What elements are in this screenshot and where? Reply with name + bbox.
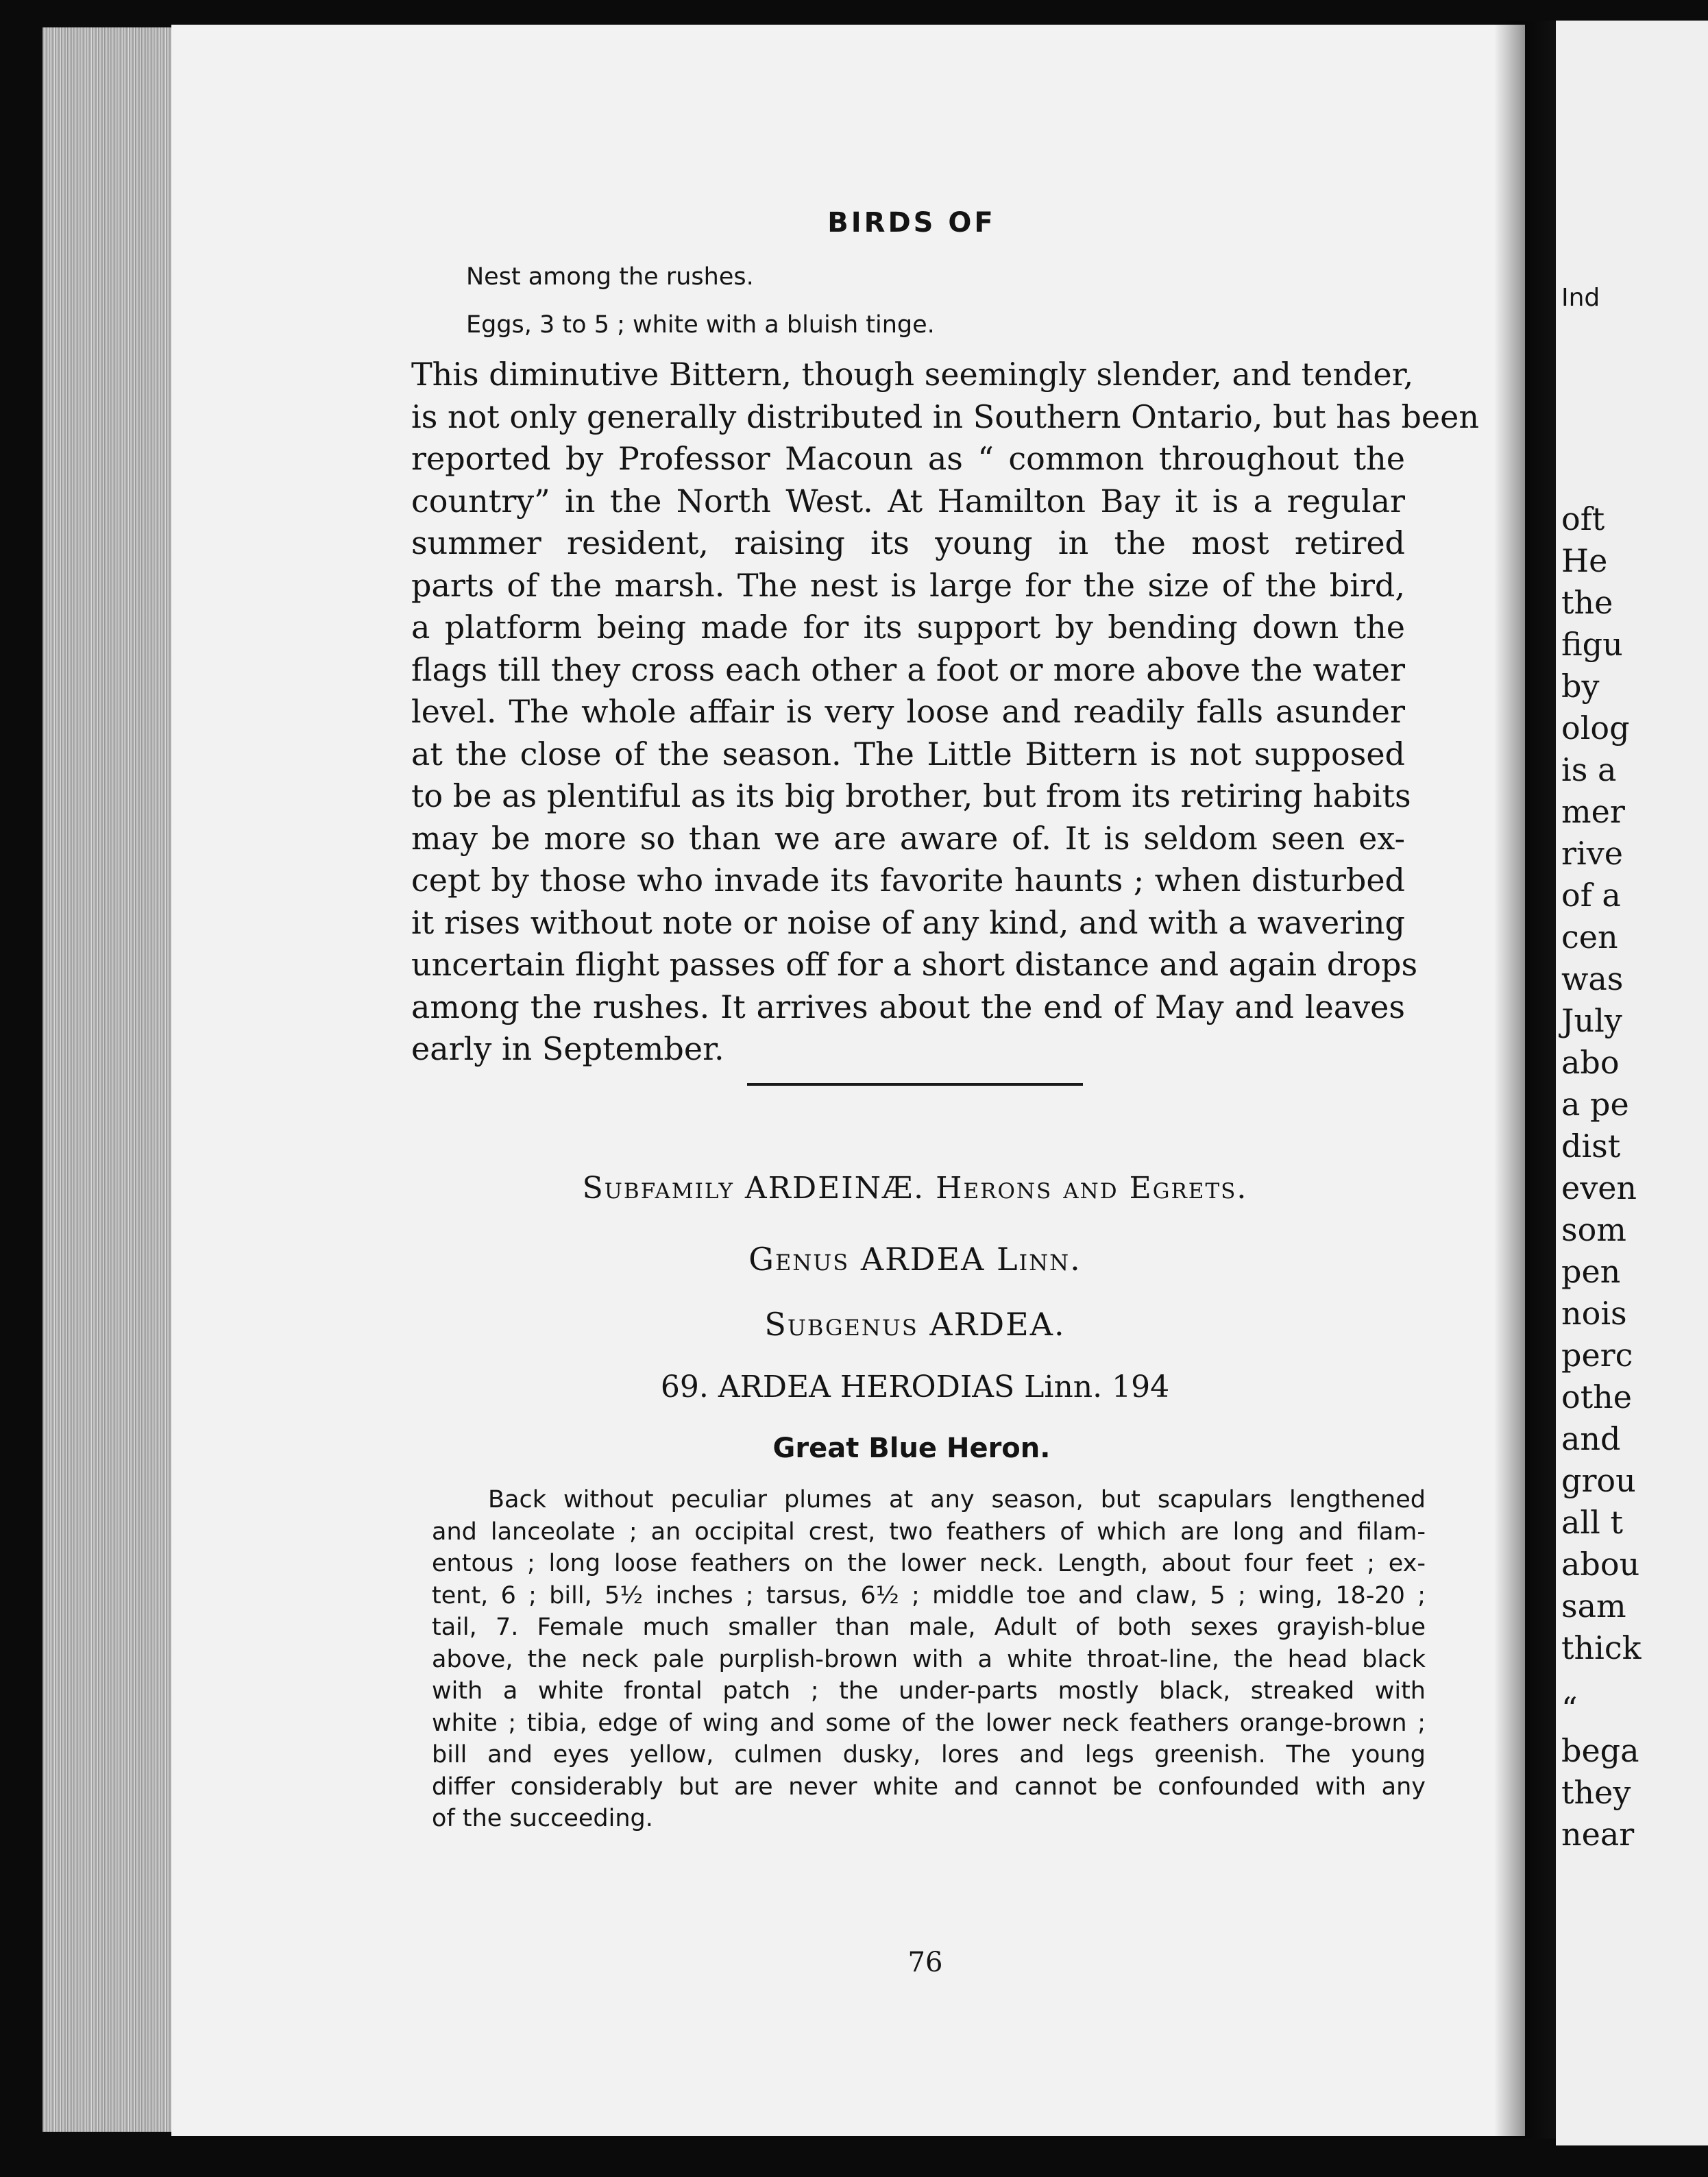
right-fragment: othe xyxy=(1561,1378,1633,1415)
genus-heading xyxy=(384,1241,1446,1278)
right-fragment: all t xyxy=(1561,1504,1623,1541)
description-line: differ considerably but are never white and cannot be confounded with any xyxy=(432,1773,1426,1801)
right-fragment: a pe xyxy=(1561,1086,1629,1123)
right-fragment: bega xyxy=(1561,1732,1639,1769)
body-line: may be more so than we are aware of. It is seldom seen ex- xyxy=(411,819,1405,857)
subgenus-heading-text: Subgenus ARDEA. xyxy=(764,1306,1066,1343)
description-line: with a white frontal patch ; the under-parts mostly black, streaked with xyxy=(432,1677,1426,1705)
right-fragment: is a xyxy=(1561,751,1617,788)
right-fragment: by xyxy=(1561,668,1600,705)
right-fragment: was xyxy=(1561,960,1624,997)
description-line: bill and eyes yellow, culmen dusky, lores and legs greenish. The young xyxy=(432,1741,1426,1768)
body-line: is not only generally distributed in Southern Ontario, but has been xyxy=(411,398,1480,435)
species-description xyxy=(432,1484,1426,1835)
body-line: uncertain flight passes off for a short distance and again drops xyxy=(411,946,1418,983)
description-line: white ; tibia, edge of wing and some of the lower neck feathers orange-brown ; xyxy=(432,1709,1426,1737)
body-line: summer resident, raising its young in the most retired xyxy=(411,524,1405,561)
right-fragment: nois xyxy=(1561,1295,1627,1332)
species-common-name: Great Blue Heron. xyxy=(772,1433,1051,1464)
description-line: Back without peculiar plumes at any season, but scapulars lengthened xyxy=(488,1486,1426,1513)
right-fragment: even xyxy=(1561,1169,1637,1206)
body-line: cept by those who invade its favorite haunts ; when disturbed xyxy=(411,862,1405,899)
right-fragment: Ind xyxy=(1561,284,1600,312)
right-fragment: abou xyxy=(1561,1546,1640,1583)
right-fragment: abo xyxy=(1561,1044,1620,1081)
right-fragment: cen xyxy=(1561,919,1618,956)
species-heading xyxy=(384,1370,1446,1404)
nest-note: Nest among the rushes. xyxy=(466,263,754,291)
right-fragment: mer xyxy=(1561,793,1625,830)
right-fragment: July xyxy=(1561,1002,1622,1039)
page-number: 76 xyxy=(907,1947,943,1978)
subfamily-heading-text: Subfamily ARDEINÆ. Herons and Egrets. xyxy=(582,1171,1248,1206)
right-page xyxy=(1556,21,1708,2145)
gutter-shadow xyxy=(1494,21,1556,2139)
body-line: This diminutive Bittern, though seemingly slender, and tender, xyxy=(411,356,1414,393)
description-line: tent, 6 ; bill, 5½ inches ; tarsus, 6½ ; middle toe and claw, 5 ; wing, 18-20 ; xyxy=(432,1581,1426,1609)
page-edges xyxy=(42,27,180,2132)
right-fragment: figu xyxy=(1561,626,1623,663)
description-line: above, the neck pale purplish-brown with a white throat-line, the head black xyxy=(432,1645,1426,1673)
genus-heading-text: Genus ARDEA Linn. xyxy=(748,1241,1082,1278)
right-fragment: “ xyxy=(1561,1690,1578,1727)
right-fragment: of a xyxy=(1561,877,1621,914)
eggs-note: Eggs, 3 to 5 ; white with a bluish tinge. xyxy=(466,311,935,339)
description-line: and lanceolate ; an occipital crest, two feathers of which are long and filam- xyxy=(432,1518,1426,1546)
running-head: BIRDS OF xyxy=(827,207,996,239)
right-fragment: grou xyxy=(1561,1462,1636,1499)
right-fragment: oft xyxy=(1561,500,1605,537)
section-divider xyxy=(747,1083,1083,1086)
right-fragment: near xyxy=(1561,1816,1635,1853)
right-fragment: som xyxy=(1561,1211,1626,1248)
body-line: it rises without note or noise of any kind, and with a wavering xyxy=(411,903,1405,941)
body-line: to be as plentiful as its big brother, but from its retiring habits xyxy=(411,777,1411,814)
subgenus-heading xyxy=(384,1306,1446,1343)
body-line: flags till they cross each other a foot or more above the water xyxy=(411,650,1405,688)
body-line: among the rushes. It arrives about the end of May and leaves xyxy=(411,988,1405,1025)
description-line: tail, 7. Female much smaller than male, Adult of both sexes grayish-blue xyxy=(432,1614,1426,1641)
description-line: entous ; long loose feathers on the lower neck. Length, about four feet ; ex- xyxy=(432,1550,1426,1577)
right-fragment: thick xyxy=(1561,1629,1642,1666)
right-fragment: perc xyxy=(1561,1337,1633,1374)
body-line: parts of the marsh. The nest is large for the size of the bird, xyxy=(411,566,1405,604)
body-line: at the close of the season. The Little Bittern is not supposed xyxy=(411,735,1405,773)
right-fragment: sam xyxy=(1561,1588,1626,1625)
description-line: of the succeeding. xyxy=(432,1805,653,1832)
right-fragment: He xyxy=(1561,542,1608,579)
body-line: level. The whole affair is very loose and readily falls asunder xyxy=(411,693,1405,730)
body-line: reported by Professor Macoun as “ common throughout the xyxy=(411,440,1405,477)
right-fragment: pen xyxy=(1561,1253,1621,1290)
right-fragment: they xyxy=(1561,1774,1631,1811)
body-paragraph xyxy=(411,354,1480,1071)
body-line: early in September. xyxy=(411,1030,724,1067)
right-fragment: olog xyxy=(1561,709,1630,746)
right-fragment: dist xyxy=(1561,1128,1621,1165)
right-fragment: and xyxy=(1561,1420,1621,1457)
right-fragment: the xyxy=(1561,584,1613,621)
species-heading-text: 69. ARDEA HERODIAS Linn. 194 xyxy=(660,1370,1170,1404)
right-fragment: rive xyxy=(1561,835,1623,872)
body-line: country” in the North West. At Hamilton Bay it is a regular xyxy=(411,482,1405,520)
subfamily-heading xyxy=(384,1171,1446,1206)
body-line: a platform being made for its support by bending down the xyxy=(411,609,1405,646)
